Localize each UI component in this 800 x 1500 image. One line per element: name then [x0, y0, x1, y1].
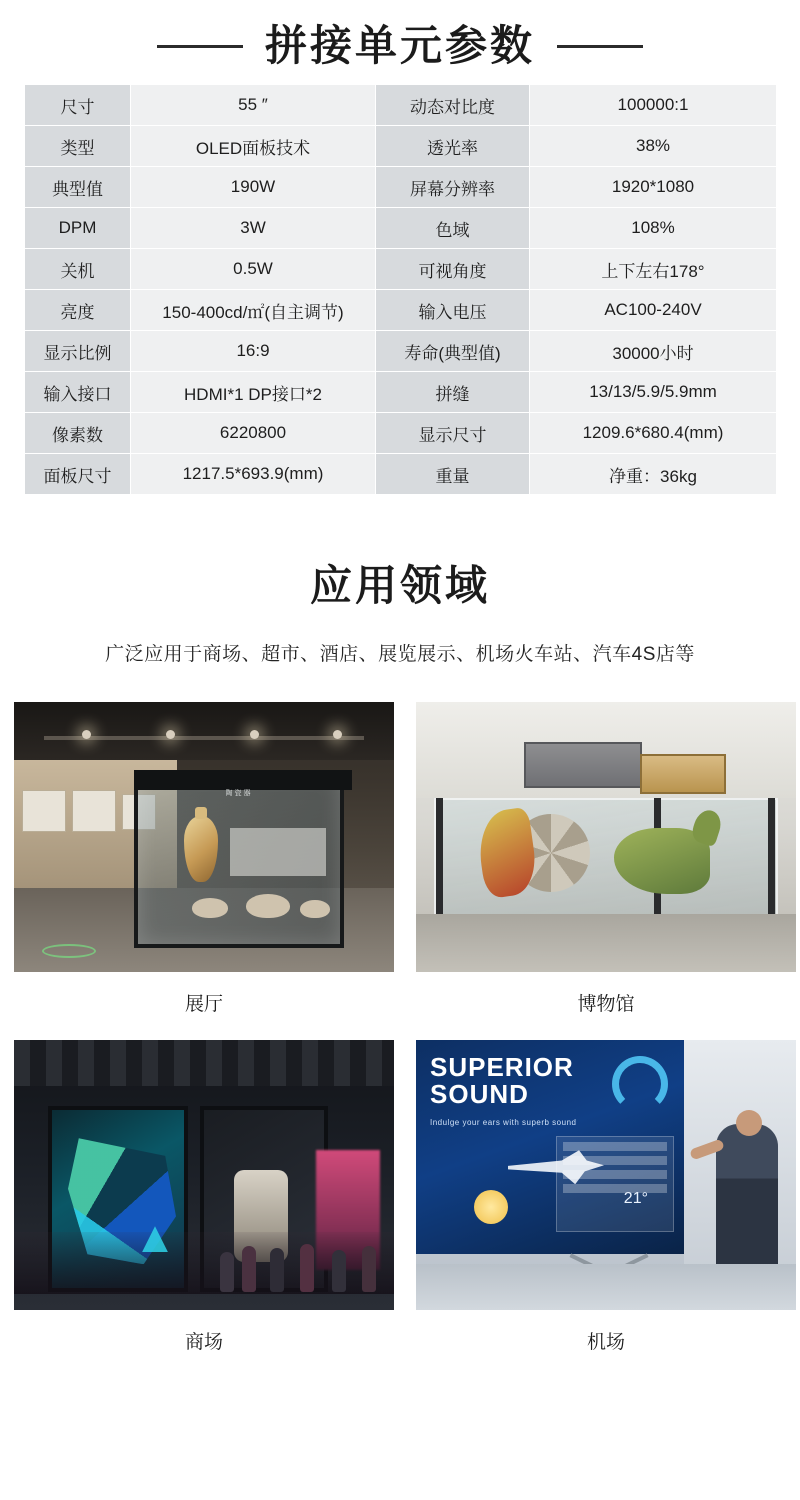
spec-value: 净重：36kg [530, 454, 777, 495]
visitor-silhouette [270, 1248, 284, 1292]
spec-key: 输入接口 [25, 372, 131, 413]
photo-caption: 商场 [184, 1332, 223, 1354]
spec-key: 屏幕分辨率 [376, 167, 530, 208]
spec-key: 显示尺寸 [376, 413, 530, 454]
photo-museum [416, 702, 796, 972]
case-header [134, 770, 352, 790]
photo-cell-mall [14, 1040, 394, 1368]
sun-icon [474, 1190, 508, 1224]
spec-value: 55 ″ [131, 85, 376, 126]
visitor-silhouette [362, 1246, 376, 1292]
spec-table [24, 84, 777, 495]
info-row [563, 1142, 667, 1151]
photo-cell-airport [416, 1040, 796, 1368]
spec-value: 190W [131, 167, 376, 208]
spec-value: 1209.6*680.4(mm) [530, 413, 777, 454]
title-rule-left [157, 45, 243, 48]
spec-key: 可视角度 [376, 249, 530, 290]
info-row [563, 1156, 667, 1165]
table-row [25, 126, 777, 167]
wall-panel [22, 790, 66, 832]
info-text-block [230, 828, 326, 876]
spec-value: 6220800 [131, 413, 376, 454]
photo-cell-museum [416, 702, 796, 1030]
ceramic-vase [184, 816, 218, 882]
photo-airport [416, 1040, 796, 1310]
spec-key: 显示比例 [25, 331, 131, 372]
application-photo-grid [0, 702, 800, 1368]
table-row [25, 85, 777, 126]
spec-value: 1217.5*693.9(mm) [131, 454, 376, 495]
application-title: 应用领域 [309, 562, 490, 610]
visitor-silhouette [300, 1244, 314, 1292]
spec-key: 拼缝 [376, 372, 530, 413]
ceramic-bowl [192, 898, 228, 918]
photo-caption: 博物馆 [577, 994, 635, 1016]
ad-subline: Indulge your ears with superb sound [430, 1118, 577, 1128]
spec-key: 关机 [25, 249, 131, 290]
spot-light-icon [250, 730, 259, 739]
spec-key: 色域 [376, 208, 530, 249]
table-row [25, 290, 777, 331]
spec-key: 透光率 [376, 126, 530, 167]
exhibit-crate [640, 754, 726, 794]
ceramic-bowl [300, 900, 330, 918]
headphones-icon [612, 1056, 668, 1112]
spec-key: 尺寸 [25, 85, 131, 126]
traveler-silhouette [716, 1124, 778, 1284]
floor [416, 914, 796, 972]
ad-headline-line1: SUPERIOR [430, 1052, 574, 1083]
photo-exhibition-hall [14, 702, 394, 972]
table-row [25, 331, 777, 372]
title-rule-right [557, 45, 643, 48]
spec-title-row [0, 22, 800, 70]
photo-mall [14, 1040, 394, 1310]
spec-value: 30000小时 [530, 331, 777, 372]
photo-caption: 机场 [586, 1332, 625, 1354]
spec-table-wrap [0, 84, 800, 495]
spec-value: 3W [131, 208, 376, 249]
spec-key: 典型值 [25, 167, 131, 208]
light-track [44, 736, 363, 740]
page-title: 拼接单元参数 [264, 22, 535, 69]
visitor-silhouette [242, 1246, 256, 1292]
ad-headline [430, 1054, 574, 1107]
table-row [25, 249, 777, 290]
table-row [25, 413, 777, 454]
exhibit-crate [524, 742, 642, 788]
table-row [25, 454, 777, 495]
spec-key: 类型 [25, 126, 131, 167]
table-row [25, 167, 777, 208]
table-row [25, 372, 777, 413]
spec-value: 150-400cd/㎡(自主调节) [131, 290, 376, 331]
spec-value: HDMI*1 DP接口*2 [131, 372, 376, 413]
ad-headline-line2: SOUND [430, 1078, 529, 1109]
temperature-label: 21° [623, 1190, 648, 1208]
table-row [25, 208, 777, 249]
spec-value: OLED面板技术 [131, 126, 376, 167]
photo-caption: 展厅 [184, 994, 223, 1016]
display-case [134, 770, 344, 948]
spec-key: 动态对比度 [376, 85, 530, 126]
flight-info-table [556, 1136, 674, 1232]
ceiling-truss [14, 1040, 394, 1086]
spec-value: 13/13/5.9/5.9mm [530, 372, 777, 413]
spec-key: 输入电压 [376, 290, 530, 331]
spec-value: AC100-240V [530, 290, 777, 331]
spec-key: 像素数 [25, 413, 131, 454]
ceramic-bowl [246, 894, 290, 918]
spec-key: 面板尺寸 [25, 454, 131, 495]
spec-key: 亮度 [25, 290, 131, 331]
spec-value: 0.5W [131, 249, 376, 290]
case-label: 陶瓷器 [225, 790, 253, 798]
info-row [563, 1184, 667, 1193]
spec-key: DPM [25, 208, 131, 249]
video-wall [416, 1040, 684, 1254]
visitor-silhouette [332, 1250, 346, 1292]
visitor-silhouette [220, 1252, 234, 1292]
spec-value: 上下左右178° [530, 249, 777, 290]
floor [416, 1264, 796, 1310]
spec-key: 重量 [376, 454, 530, 495]
spec-value: 108% [530, 208, 777, 249]
application-subtitle: 广泛应用于商场、超市、酒店、展览展示、机场火车站、汽车4S店等 [105, 644, 695, 666]
spec-value: 16:9 [131, 331, 376, 372]
photo-cell-exhibition-hall [14, 702, 394, 1030]
info-row [563, 1170, 667, 1179]
spec-value: 38% [530, 126, 777, 167]
wall-panel [72, 790, 116, 832]
spec-key: 寿命(典型值) [376, 331, 530, 372]
spec-value: 100000:1 [530, 85, 777, 126]
spec-value: 1920*1080 [530, 167, 777, 208]
